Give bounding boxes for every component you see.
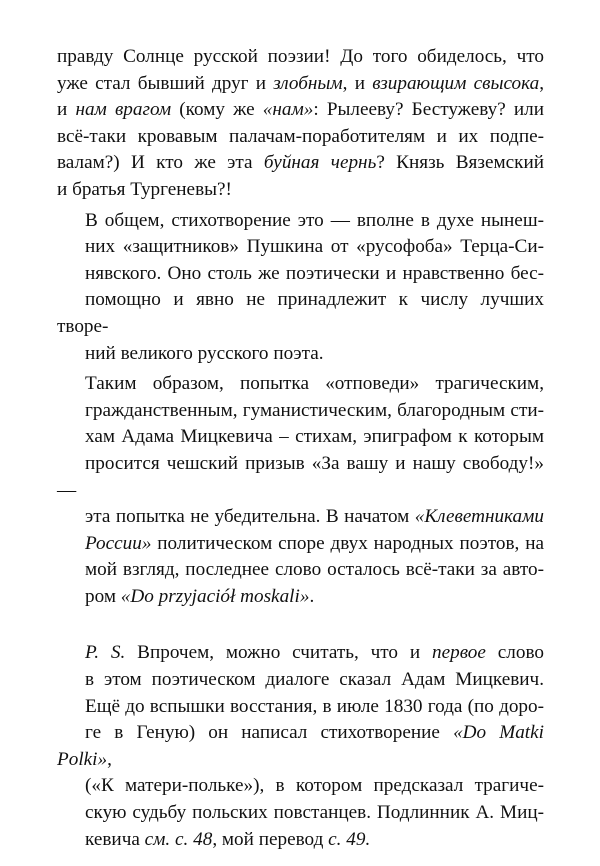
text-line bbox=[57, 827, 544, 854]
text-run: эта попытка не убедительна. В начатом bbox=[85, 506, 415, 528]
text-run: Впрочем, можно считать, что и bbox=[125, 642, 433, 664]
italic-text: P. S. bbox=[85, 642, 126, 664]
text-run: , bbox=[539, 72, 544, 94]
text-line bbox=[57, 424, 544, 451]
text-line bbox=[57, 694, 544, 721]
italic-text: первое bbox=[432, 642, 486, 664]
text-run: и братья Тургеневы?! bbox=[57, 178, 232, 200]
text-line bbox=[57, 531, 544, 558]
text-run: (кому же bbox=[171, 99, 263, 121]
text-line bbox=[57, 800, 544, 827]
text-run: в этом поэтическом диалоге сказал Адам Мицкевич. bbox=[85, 669, 544, 691]
italic-text: злобным bbox=[273, 72, 343, 94]
text-line bbox=[57, 177, 544, 204]
italic-text: с. 49. bbox=[328, 828, 371, 850]
text-line bbox=[57, 97, 544, 124]
text-line bbox=[57, 557, 544, 584]
text-run: помощно и явно не принадлежит к числу лучших творе- bbox=[57, 289, 544, 337]
text-line bbox=[57, 720, 544, 773]
text-line bbox=[57, 640, 544, 667]
text-run: ний великого русского поэта. bbox=[85, 342, 324, 364]
text-run: просится чешский призыв «За вашу и нашу свободу!» — bbox=[57, 452, 544, 501]
paragraph-postscript bbox=[57, 640, 544, 853]
italic-text: России» bbox=[85, 532, 152, 554]
text-run: («К матери-польке»), в котором предсказал трагиче- bbox=[85, 775, 544, 797]
text-run: В общем, стихотворение это — вполне в духе нынеш- bbox=[85, 209, 544, 231]
text-line bbox=[57, 287, 544, 340]
text-run: скую судьбу польских повстанцев. Подлинник А. Миц- bbox=[85, 802, 544, 824]
text-run: мой взгляд, последнее слово осталось всё-таки за авто- bbox=[85, 559, 544, 581]
paragraph-3 bbox=[57, 371, 544, 610]
text-line bbox=[57, 451, 544, 504]
text-run: ром bbox=[85, 585, 121, 607]
italic-text: нам врагом bbox=[75, 99, 172, 121]
text-line bbox=[57, 398, 544, 425]
italic-text: «нам» bbox=[262, 99, 314, 121]
text-line bbox=[57, 150, 544, 177]
text-run: правду Солнце русской поэзии! До того обиделось, что bbox=[57, 46, 544, 67]
text-run: гражданственным, гуманистическим, благородным сти- bbox=[85, 399, 544, 421]
text-run: хам Адама Мицкевича – стихам, эпиграфом к которым bbox=[85, 426, 544, 448]
italic-text: «Do przyjaciół moskali» bbox=[120, 585, 310, 607]
text-line bbox=[57, 341, 544, 368]
text-line bbox=[57, 44, 544, 71]
text-run: валам?) И кто же эта bbox=[57, 152, 264, 174]
text-run: слово bbox=[485, 642, 544, 664]
text-run: всё-таки кровавым палачам-поработителям и их подпе- bbox=[57, 125, 544, 147]
text-run: , мой перевод bbox=[212, 828, 329, 850]
text-run: уже стал бывший друг и bbox=[57, 72, 274, 94]
text-run: и bbox=[57, 99, 76, 121]
text-run: кевича bbox=[85, 828, 145, 850]
italic-text: см. с. 48 bbox=[144, 828, 213, 850]
italic-text: буйная чернь bbox=[263, 152, 377, 174]
italic-text: «Do Matki Polki» bbox=[57, 722, 544, 770]
text-run: политическом споре двух народных поэтов, на bbox=[151, 532, 544, 554]
text-run: ге в Геную) он написал стихотворение bbox=[85, 722, 454, 744]
text-line bbox=[57, 234, 544, 261]
text-run: нявского. Оно столь же поэтически и нравственно бес- bbox=[85, 262, 544, 284]
paragraph-1 bbox=[57, 44, 544, 204]
text-line bbox=[57, 261, 544, 288]
text-run: : Рылееву? Бестужеву? или bbox=[313, 99, 544, 121]
text-run: , bbox=[107, 748, 112, 770]
italic-text: «Клеветниками bbox=[414, 506, 544, 528]
text-line bbox=[57, 208, 544, 235]
text-run: . bbox=[309, 585, 315, 607]
text-run: , и bbox=[342, 72, 373, 94]
text-line bbox=[57, 667, 544, 694]
text-line bbox=[57, 504, 544, 531]
text-line bbox=[57, 71, 544, 98]
text-line bbox=[57, 773, 544, 800]
text-line bbox=[57, 371, 544, 398]
text-run: ? Князь Вяземский bbox=[376, 152, 544, 174]
text-run: Таким образом, попытка «отповеди» трагическим, bbox=[85, 373, 544, 395]
text-run: Ещё до вспышки восстания, в июле 1830 года (по доро- bbox=[85, 695, 544, 717]
text-line bbox=[57, 124, 544, 151]
text-run: них «защитников» Пушкина от «русофоба» Терца-Си- bbox=[85, 236, 544, 258]
italic-text: взирающим свысока bbox=[372, 72, 540, 94]
paragraph-2 bbox=[57, 208, 544, 368]
text-line bbox=[57, 584, 544, 611]
